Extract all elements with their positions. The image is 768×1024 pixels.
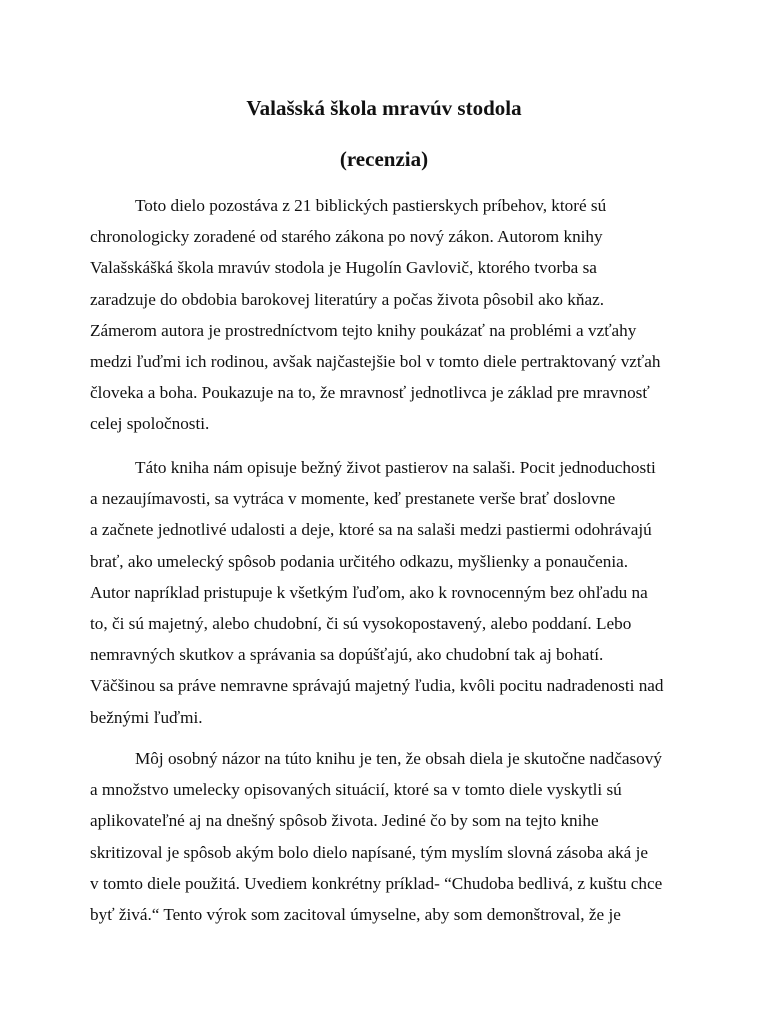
text-line: to, či sú majetný, alebo chudobní, či sú vysokopostavený, alebo poddaní. Lebo [90, 613, 632, 633]
text-line: aplikovateľné aj na dnešný spôsob života. Jediné čo by som na tejto knihe [90, 811, 599, 831]
text-line: Toto dielo pozostáva z 21 biblických pastierskych príbehov, ktoré sú [135, 196, 607, 215]
document-title: Valašská škola mravúv stodola [246, 96, 522, 120]
text-line: zaradzuje do obdobia barokovej literatúry a počas života pôsobil ako kňaz. [90, 289, 605, 309]
paragraph [90, 190, 690, 440]
text-line: chronologicky zoradené od starého zákona po nový zákon. Autorom knihy [90, 227, 603, 247]
text-line: a množstvo umelecky opisovaných situácií, ktoré sa v tomto diele vyskytli sú [90, 780, 622, 800]
text-line: byť živá.“ Tento výrok som zacitoval úmyselne, aby som demonštroval, že je [90, 904, 621, 924]
text-line: a začnete jednotlivé udalosti a deje, ktoré sa na salaši medzi pastiermi odohrávajú [90, 520, 652, 540]
text-line: Valašskášká škola mravúv stodola je Hugolín Gavlovič, ktorého tvorba sa [90, 258, 597, 278]
text-line: medzi ľuďmi ich rodinou, avšak najčastejšie bol v tomto diele pertraktovaný vzťah [90, 351, 661, 371]
text-line: nemravných skutkov a správania sa dopúšťajú, ako chudobní tak aj bohatí. [90, 645, 604, 665]
text-line: celej spoločnosti. [90, 414, 210, 434]
text-line: Väčšinou sa práve nemravne správajú majetný ľudia, kvôli pocitu nadradenosti nad [90, 676, 664, 696]
paragraph [90, 452, 690, 733]
paragraph [90, 743, 690, 930]
text-line: v tomto diele použitá. Uvediem konkrétny príklad- “Chudoba bedlivá, z kuštu chce [90, 873, 663, 893]
text-line: Autor napríklad pristupuje k všetkým ľuďom, ako k rovnocenným bez ohľadu na [90, 582, 648, 602]
text-line: Táto kniha nám opisuje bežný život pastierov na salaši. Pocit jednoduchosti [135, 458, 656, 477]
text-line: brať, ako umelecký spôsob podania určitého odkazu, myšlienky a ponaučenia. [90, 551, 629, 571]
document-subtitle: (recenzia) [339, 147, 429, 171]
text-line: človeka a boha. Poukazuje na to, že mravnosť jednotlivca je základ pre mravnosť [90, 383, 650, 403]
text-line: a nezaujímavosti, sa vytráca v momente, keď prestanete verše brať doslovne [90, 489, 616, 509]
text-line: bežnými ľuďmi. [90, 707, 203, 727]
text-line: skritizoval je spôsob akým bolo dielo napísané, tým myslím slovná zásoba aká je [90, 842, 649, 862]
text-line: Zámerom autora je prostredníctvom tejto knihy poukázať na problémi a vzťahy [90, 320, 637, 340]
text-line: Môj osobný názor na túto knihu je ten, že obsah diela je skutočne nadčasový [135, 749, 662, 768]
